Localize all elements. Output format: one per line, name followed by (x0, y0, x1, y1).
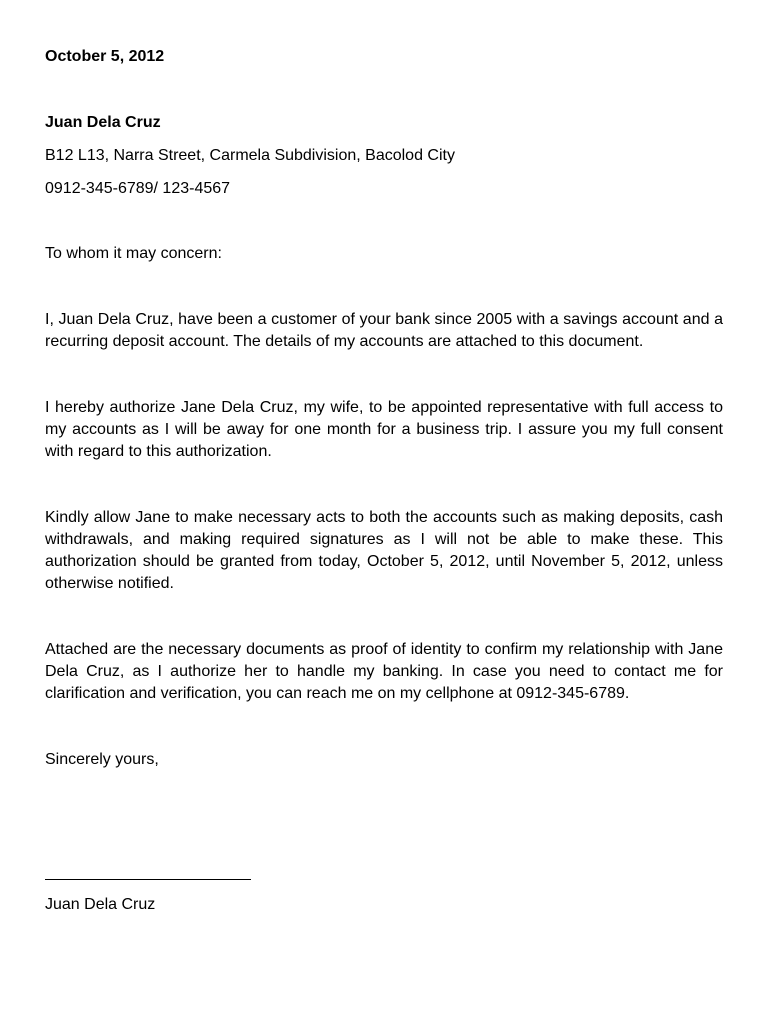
body-paragraph-3: Kindly allow Jane to make necessary acts to both the accounts such as making deposits, cash withdrawals, and making required signatures as I will not be able to make these. This authorization should be granted from today, October 5, 2012, until November 5, 2012, unless otherwise notified. (45, 509, 723, 592)
body-paragraph-1: I, Juan Dela Cruz, have been a customer of your bank since 2005 with a savings account and a recurring deposit account. The details of my accounts are attached to this document. (45, 311, 723, 350)
sender-address: B12 L13, Narra Street, Carmela Subdivision, Bacolod City (45, 147, 455, 164)
body-paragraph-4: Attached are the necessary documents as proof of identity to confirm my relationship with Jane Dela Cruz, as I authorize her to handle my banking. In case you need to contact me for clarification and verification, you can reach me on my cellphone at 0912-345-6789. (45, 641, 723, 702)
body-paragraph-2: I hereby authorize Jane Dela Cruz, my wife, to be appointed representative with full access to my accounts as I will be away for one month for a business trip. I assure you my full consent with regard to this authorization. (45, 399, 723, 460)
letter-date: October 5, 2012 (45, 48, 165, 65)
salutation: To whom it may concern: (45, 245, 222, 262)
sender-name: Juan Dela Cruz (45, 114, 161, 131)
sender-phone: 0912-345-6789/ 123-4567 (45, 180, 231, 197)
closing: Sincerely yours, (45, 751, 159, 768)
signature-line (45, 879, 251, 880)
signer-name: Juan Dela Cruz (45, 896, 156, 913)
letter-document (45, 46, 723, 913)
